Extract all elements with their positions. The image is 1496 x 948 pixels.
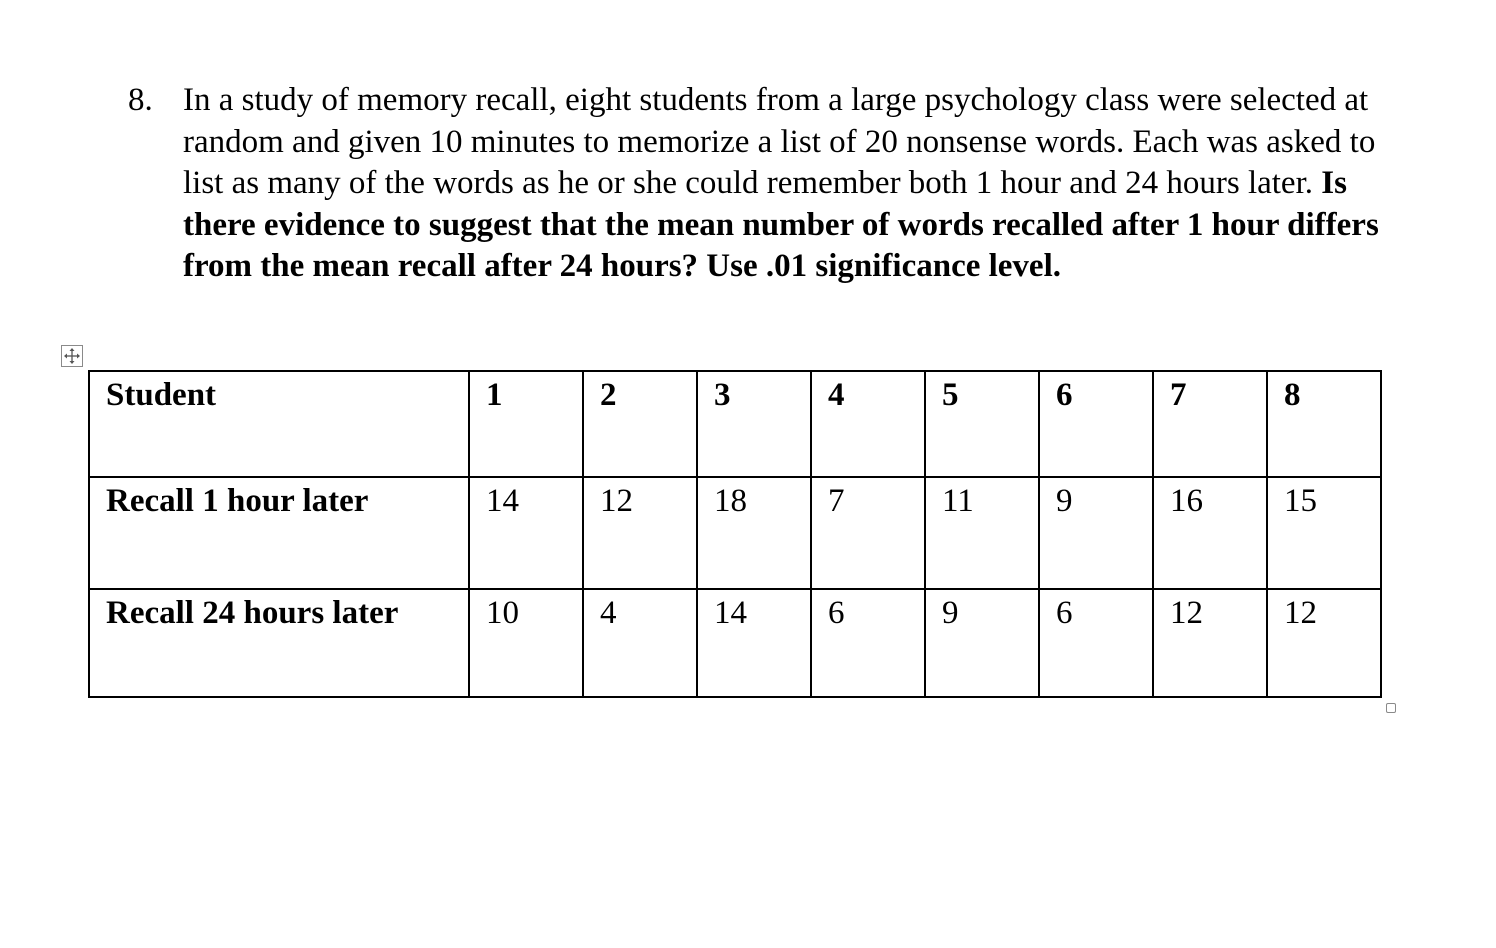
table-cell: 7 (811, 477, 925, 589)
table-cell: 18 (697, 477, 811, 589)
table-cell: 14 (469, 477, 583, 589)
question-text-plain: In a study of memory recall, eight students from a large psychology class were selected at random and given 10 minutes to memorize a list of 20 nonsense words. Each was asked to list as many of the words as he or she could remember both 1 hour and 24 hours later. (183, 82, 1376, 201)
table-move-icon[interactable] (61, 345, 83, 367)
student-number-cell: 1 (469, 371, 583, 477)
student-number-cell: 7 (1153, 371, 1267, 477)
table-cell: 10 (469, 589, 583, 697)
table-row-recall-1-hour (89, 477, 1381, 589)
table-cell: 12 (1153, 589, 1267, 697)
table-cell: 14 (697, 589, 811, 697)
table-header-row (89, 371, 1381, 477)
table-cell: 6 (1039, 589, 1153, 697)
table-cell: 12 (583, 477, 697, 589)
question-number: 8. (128, 82, 153, 118)
question-text-bold: Is there evidence to suggest that the mean number of words recalled after 1 hour differs from the mean recall after 24 hours? Use .01 significance level. (183, 165, 1379, 284)
student-number-cell: 6 (1039, 371, 1153, 477)
table-cell: 16 (1153, 477, 1267, 589)
row-label: Recall 24 hours later (89, 589, 469, 697)
student-number-cell: 8 (1267, 371, 1381, 477)
table-cell: 12 (1267, 589, 1381, 697)
table-cell: 6 (811, 589, 925, 697)
row-label: Recall 1 hour later (89, 477, 469, 589)
table-cell: 4 (583, 589, 697, 697)
table-cell: 11 (925, 477, 1039, 589)
student-number-cell: 2 (583, 371, 697, 477)
question-text (183, 80, 1388, 288)
table-resize-icon[interactable] (1386, 703, 1396, 713)
student-number-cell: 5 (925, 371, 1039, 477)
student-number-cell: 3 (697, 371, 811, 477)
recall-data-table (88, 370, 1382, 698)
table-header-label: Student (89, 371, 469, 477)
student-number-cell: 4 (811, 371, 925, 477)
table-cell: 9 (925, 589, 1039, 697)
table-row-recall-24-hours (89, 589, 1381, 697)
question-paragraph (128, 80, 1388, 288)
table-cell: 15 (1267, 477, 1381, 589)
table-cell: 9 (1039, 477, 1153, 589)
